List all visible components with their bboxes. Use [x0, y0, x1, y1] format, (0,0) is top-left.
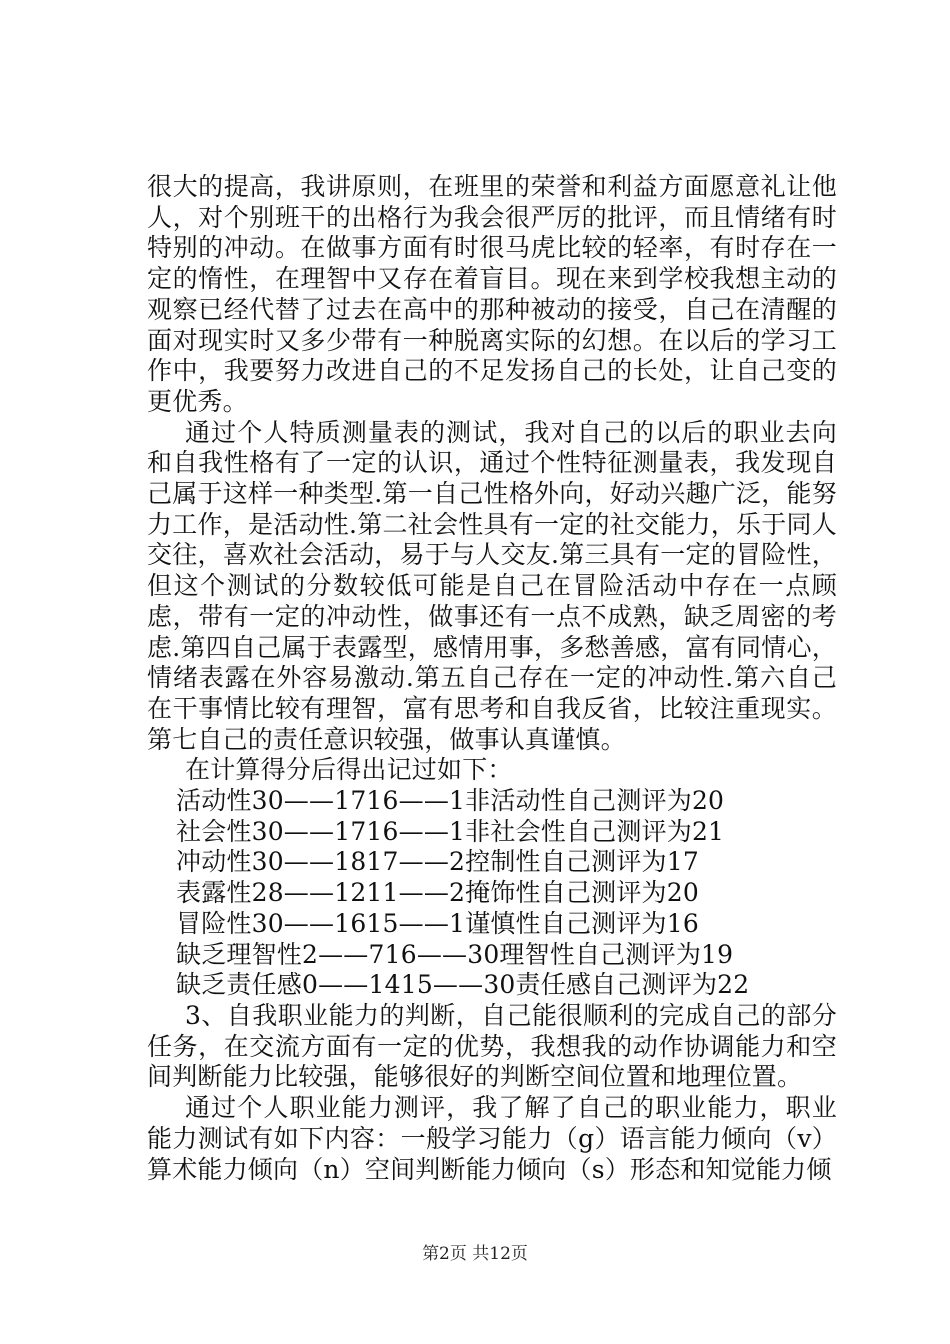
score-line-responsibility: 缺乏责任感0——1415——30责任感自己测评为22: [176, 970, 750, 1000]
paragraph-score-intro: 在计算得分后得出记过如下：: [185, 755, 513, 785]
score-line-adventure: 冒险性30——1615——1谨慎性自己测评为16: [176, 908, 699, 938]
page-number-footer: 第2页 共12页: [422, 1244, 528, 1264]
score-line-rationality: 缺乏理智性2——716——30理智性自己测评为19: [176, 939, 734, 969]
document-body: [147, 172, 837, 1185]
paragraph-self-assessment: 很大的提高，我讲原则，在班里的荣誉和利益方面愿意礼让他人，对个别班干的出格行为我会很严厉的批评，而且情绪有时特别的冲动。在做事方面有时很马虎比较的轻率，有时存在一定的惰性，在理智中又存在着盲目。现在来到学校我想主动的观察已经代替了过去在高中的那种被动的接受，自己在清醒的面对现实时又多少带有一种脱离实际的幻想。在以后的学习工作中，我要努力改进自己的不足发扬自己的长处，让自己变的更优秀。: [147, 172, 837, 416]
score-line-impulsive: 冲动性30——1817——2控制性自己测评为17: [176, 847, 699, 877]
score-list: [147, 786, 837, 1001]
paragraph-career-ability: 3、自我职业能力的判断，自己能很顺利的完成自己的部分任务，在交流方面有一定的优势，我想我的动作协调能力和空间判断能力比较强，能够很好的判断空间位置和地理位置。: [147, 1000, 837, 1092]
paragraph-personality-test: 通过个人特质测量表的测试，我对自己的以后的职业去向和自我性格有了一定的认识，通过个性特征测量表，我发现自己属于这样一种类型.第一自己性格外向，好动兴趣广泛，能努力工作，是活动性.第二社会性具有一定的社交能力，乐于同人交往，喜欢社会活动，易于与人交友.第三具有一定的冒险性，但这个测试的分数较低可能是自己在冒险活动中存在一点顾虑，带有一定的冲动性，做事还有一点不成熟，缺乏周密的考虑.第四自己属于表露型，感情用事，多愁善感，富有同情心，情绪表露在外容易激动.第五自己存在一定的冲动性.第六自己在干事情比较有理智，富有思考和自我反省，比较注重现实。第七自己的责任意识较强，做事认真谨慎。: [147, 417, 837, 754]
score-line-activity: 活动性30——1716——1非活动性自己测评为20: [176, 786, 725, 816]
paragraph-ability-test: 通过个人职业能力测评，我了解了自己的职业能力，职业能力测试有如下内容：一般学习能力（g）语言能力倾向（v）算术能力倾向（n）空间判断能力倾向（s）形态和知觉能力倾: [147, 1093, 837, 1184]
score-line-social: 社会性30——1716——1非社会性自己测评为21: [176, 816, 725, 846]
score-line-expressive: 表露性28——1211——2掩饰性自己测评为20: [176, 878, 699, 908]
